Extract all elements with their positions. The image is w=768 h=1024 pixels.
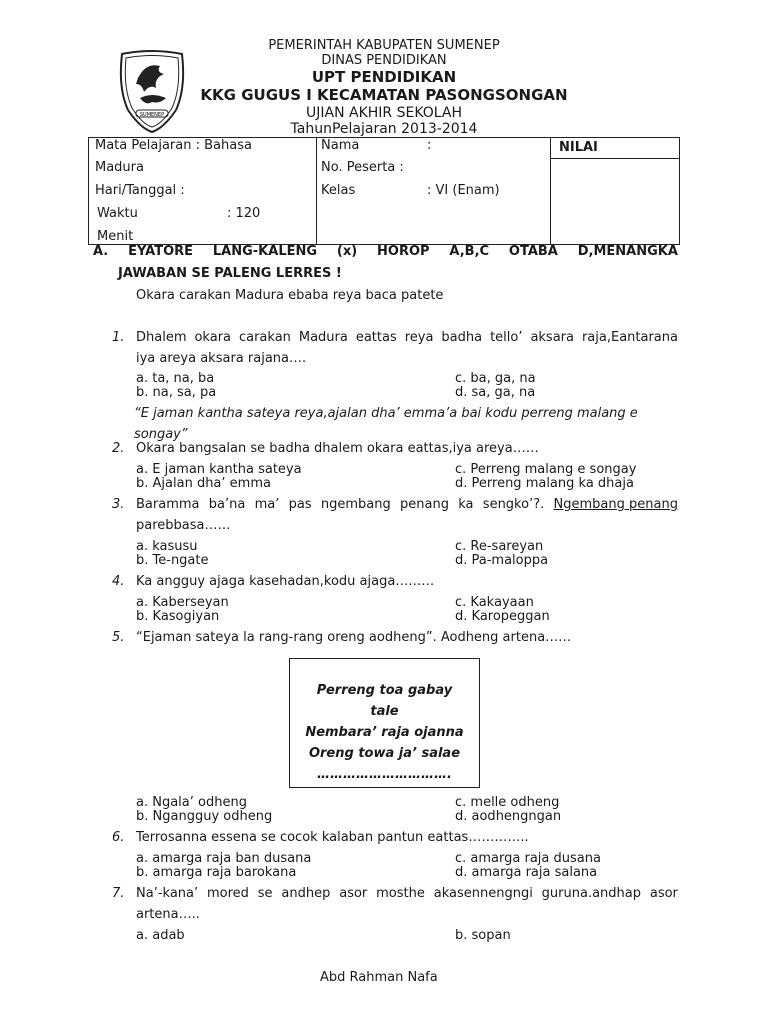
header-agency: DINAS PENDIDIKAN — [321, 53, 447, 68]
q5-option-a[interactable]: a. Ngala’ odheng — [136, 795, 247, 810]
q3-option-a[interactable]: a. kasusu — [136, 539, 198, 554]
q1-text: Dhalem okara carakan Madura eattas reya badha tello’ aksara raja,Eantarana — [136, 330, 678, 345]
q1-text-cont: iya areya aksara rajana…. — [136, 351, 307, 366]
q1-option-d[interactable]: d. sa, ga, na — [455, 385, 536, 400]
header-government: PEMERINTAH KABUPATEN SUMENEP — [268, 38, 500, 53]
q7-text: Na’-kana’ mored se andhep asor mosthe akasennengngi guruna.andhap asor — [136, 886, 678, 901]
q6-option-d[interactable]: d. amarga raja salana — [455, 865, 598, 880]
q6-option-c[interactable]: c. amarga raja dusana — [455, 851, 601, 866]
subject-label: Mata Pelajaran : Bahasa — [95, 138, 252, 153]
q4-option-d[interactable]: d. Karopeggan — [455, 609, 550, 624]
pantun-line-5: …………………………. — [317, 767, 452, 782]
instruction-line-2: JAWABAN SE PALENG LERRES ! — [118, 266, 342, 281]
header-unit: UPT PENDIDIKAN — [311, 68, 457, 86]
q2-number: 2. — [112, 441, 125, 456]
subject-label-cont: Madura — [95, 160, 144, 175]
participant-number-label: No. Peserta : — [321, 160, 404, 175]
name-label: Nama — [321, 138, 360, 153]
q1-number: 1. — [112, 330, 125, 345]
q6-option-a[interactable]: a. amarga raja ban dusana — [136, 851, 312, 866]
q7-option-b[interactable]: b. sopan — [455, 928, 511, 943]
quote-sentence-cont: songay” — [134, 427, 188, 442]
q5-option-b[interactable]: b. Ngangguy odheng — [136, 809, 273, 824]
q5-number: 5. — [112, 630, 125, 645]
section-intro: Okara carakan Madura ebaba reya baca patete — [136, 288, 444, 303]
pantun-line-4: Oreng towa ja’ salae — [308, 746, 461, 761]
time-unit: Menit — [97, 229, 134, 244]
q3-underlined-phrase: Ngembang penang — [553, 497, 678, 512]
q4-option-c[interactable]: c. Kakayaan — [455, 595, 534, 610]
score-label: NILAI — [559, 140, 598, 155]
q7-number: 7. — [112, 886, 125, 901]
class-label: Kelas — [321, 183, 356, 198]
q2-text: Okara bangsalan se badha dhalem okara eattas,iya areya…… — [136, 441, 539, 456]
q2-option-d[interactable]: d. Perreng malang ka dhaja — [455, 476, 634, 491]
q4-text: Ka angguy ajaga kasehadan,kodu ajaga……… — [136, 574, 435, 589]
name-colon: : — [427, 138, 432, 153]
q3-number: 3. — [112, 497, 125, 512]
time-value: : 120 — [227, 206, 261, 221]
q1-option-c[interactable]: c. ba, ga, na — [455, 371, 536, 386]
pantun-line-3: Nembara’ raja ojanna — [305, 725, 464, 740]
q5-text: “Ejaman sateya la rang-rang oreng aodheng”. Aodheng artena…… — [136, 630, 572, 645]
q6-option-b[interactable]: b. amarga raja barokana — [136, 865, 297, 880]
logo-text: SUMENEP — [139, 112, 165, 118]
q4-option-a[interactable]: a. Kaberseyan — [136, 595, 229, 610]
q2-option-b[interactable]: b. Ajalan dha’ emma — [136, 476, 271, 491]
class-value: : VI (Enam) — [427, 183, 500, 198]
q4-number: 4. — [112, 574, 125, 589]
header-cluster: KKG GUGUS I KECAMATAN PASONGSONGAN — [200, 86, 568, 104]
pantun-line-1: Perreng toa gabay — [316, 683, 453, 698]
quote-sentence: “E jaman kantha sateya reya,ajalan dha’ emma’a bai kodu perreng malang e — [134, 406, 638, 421]
q4-option-b[interactable]: b. Kasogiyan — [136, 609, 220, 624]
q3-text-cont: parebbasa…… — [136, 518, 231, 533]
q2-option-c[interactable]: c. Perreng malang e songay — [455, 462, 637, 477]
pantun-line-2: tale — [370, 704, 399, 719]
pantun-box — [289, 658, 480, 788]
q2-option-a[interactable]: a. E jaman kantha sateya — [136, 462, 302, 477]
date-label: Hari/Tanggal : — [95, 183, 185, 198]
q3-text: Baramma ba’na ma’ pas ngembang penang ka sengko’?. Ngembang penang — [136, 497, 678, 512]
q1-option-b[interactable]: b. na, sa, pa — [136, 385, 217, 400]
q7-text-cont: artena….. — [136, 907, 200, 922]
q6-text: Terrosanna essena se cocok kalaban pantun eattas………….. — [136, 830, 529, 845]
q3-option-c[interactable]: c. Re-sareyan — [455, 539, 544, 554]
q5-option-c[interactable]: c. melle odheng — [455, 795, 560, 810]
header-exam-title: UJIAN AKHIR SEKOLAH — [306, 105, 462, 121]
instruction-line: A. EYATORE LANG-KALENG (x) HOROP A,B,C OTABA D,MENANGKA — [93, 244, 678, 259]
q7-option-a[interactable]: a. adab — [136, 928, 185, 943]
footer-author: Abd Rahman Nafa — [320, 970, 438, 985]
q5-option-d[interactable]: d. aodhengngan — [455, 809, 562, 824]
q3-option-d[interactable]: d. Pa-maloppa — [455, 553, 549, 568]
exam-info-table — [88, 137, 680, 245]
q1-option-a[interactable]: a. ta, na, ba — [136, 371, 215, 386]
q3-option-b[interactable]: b. Te-ngate — [136, 553, 209, 568]
header-school-year: TahunPelajaran 2013-2014 — [290, 121, 478, 137]
time-label: Waktu — [97, 206, 138, 221]
q6-number: 6. — [112, 830, 125, 845]
